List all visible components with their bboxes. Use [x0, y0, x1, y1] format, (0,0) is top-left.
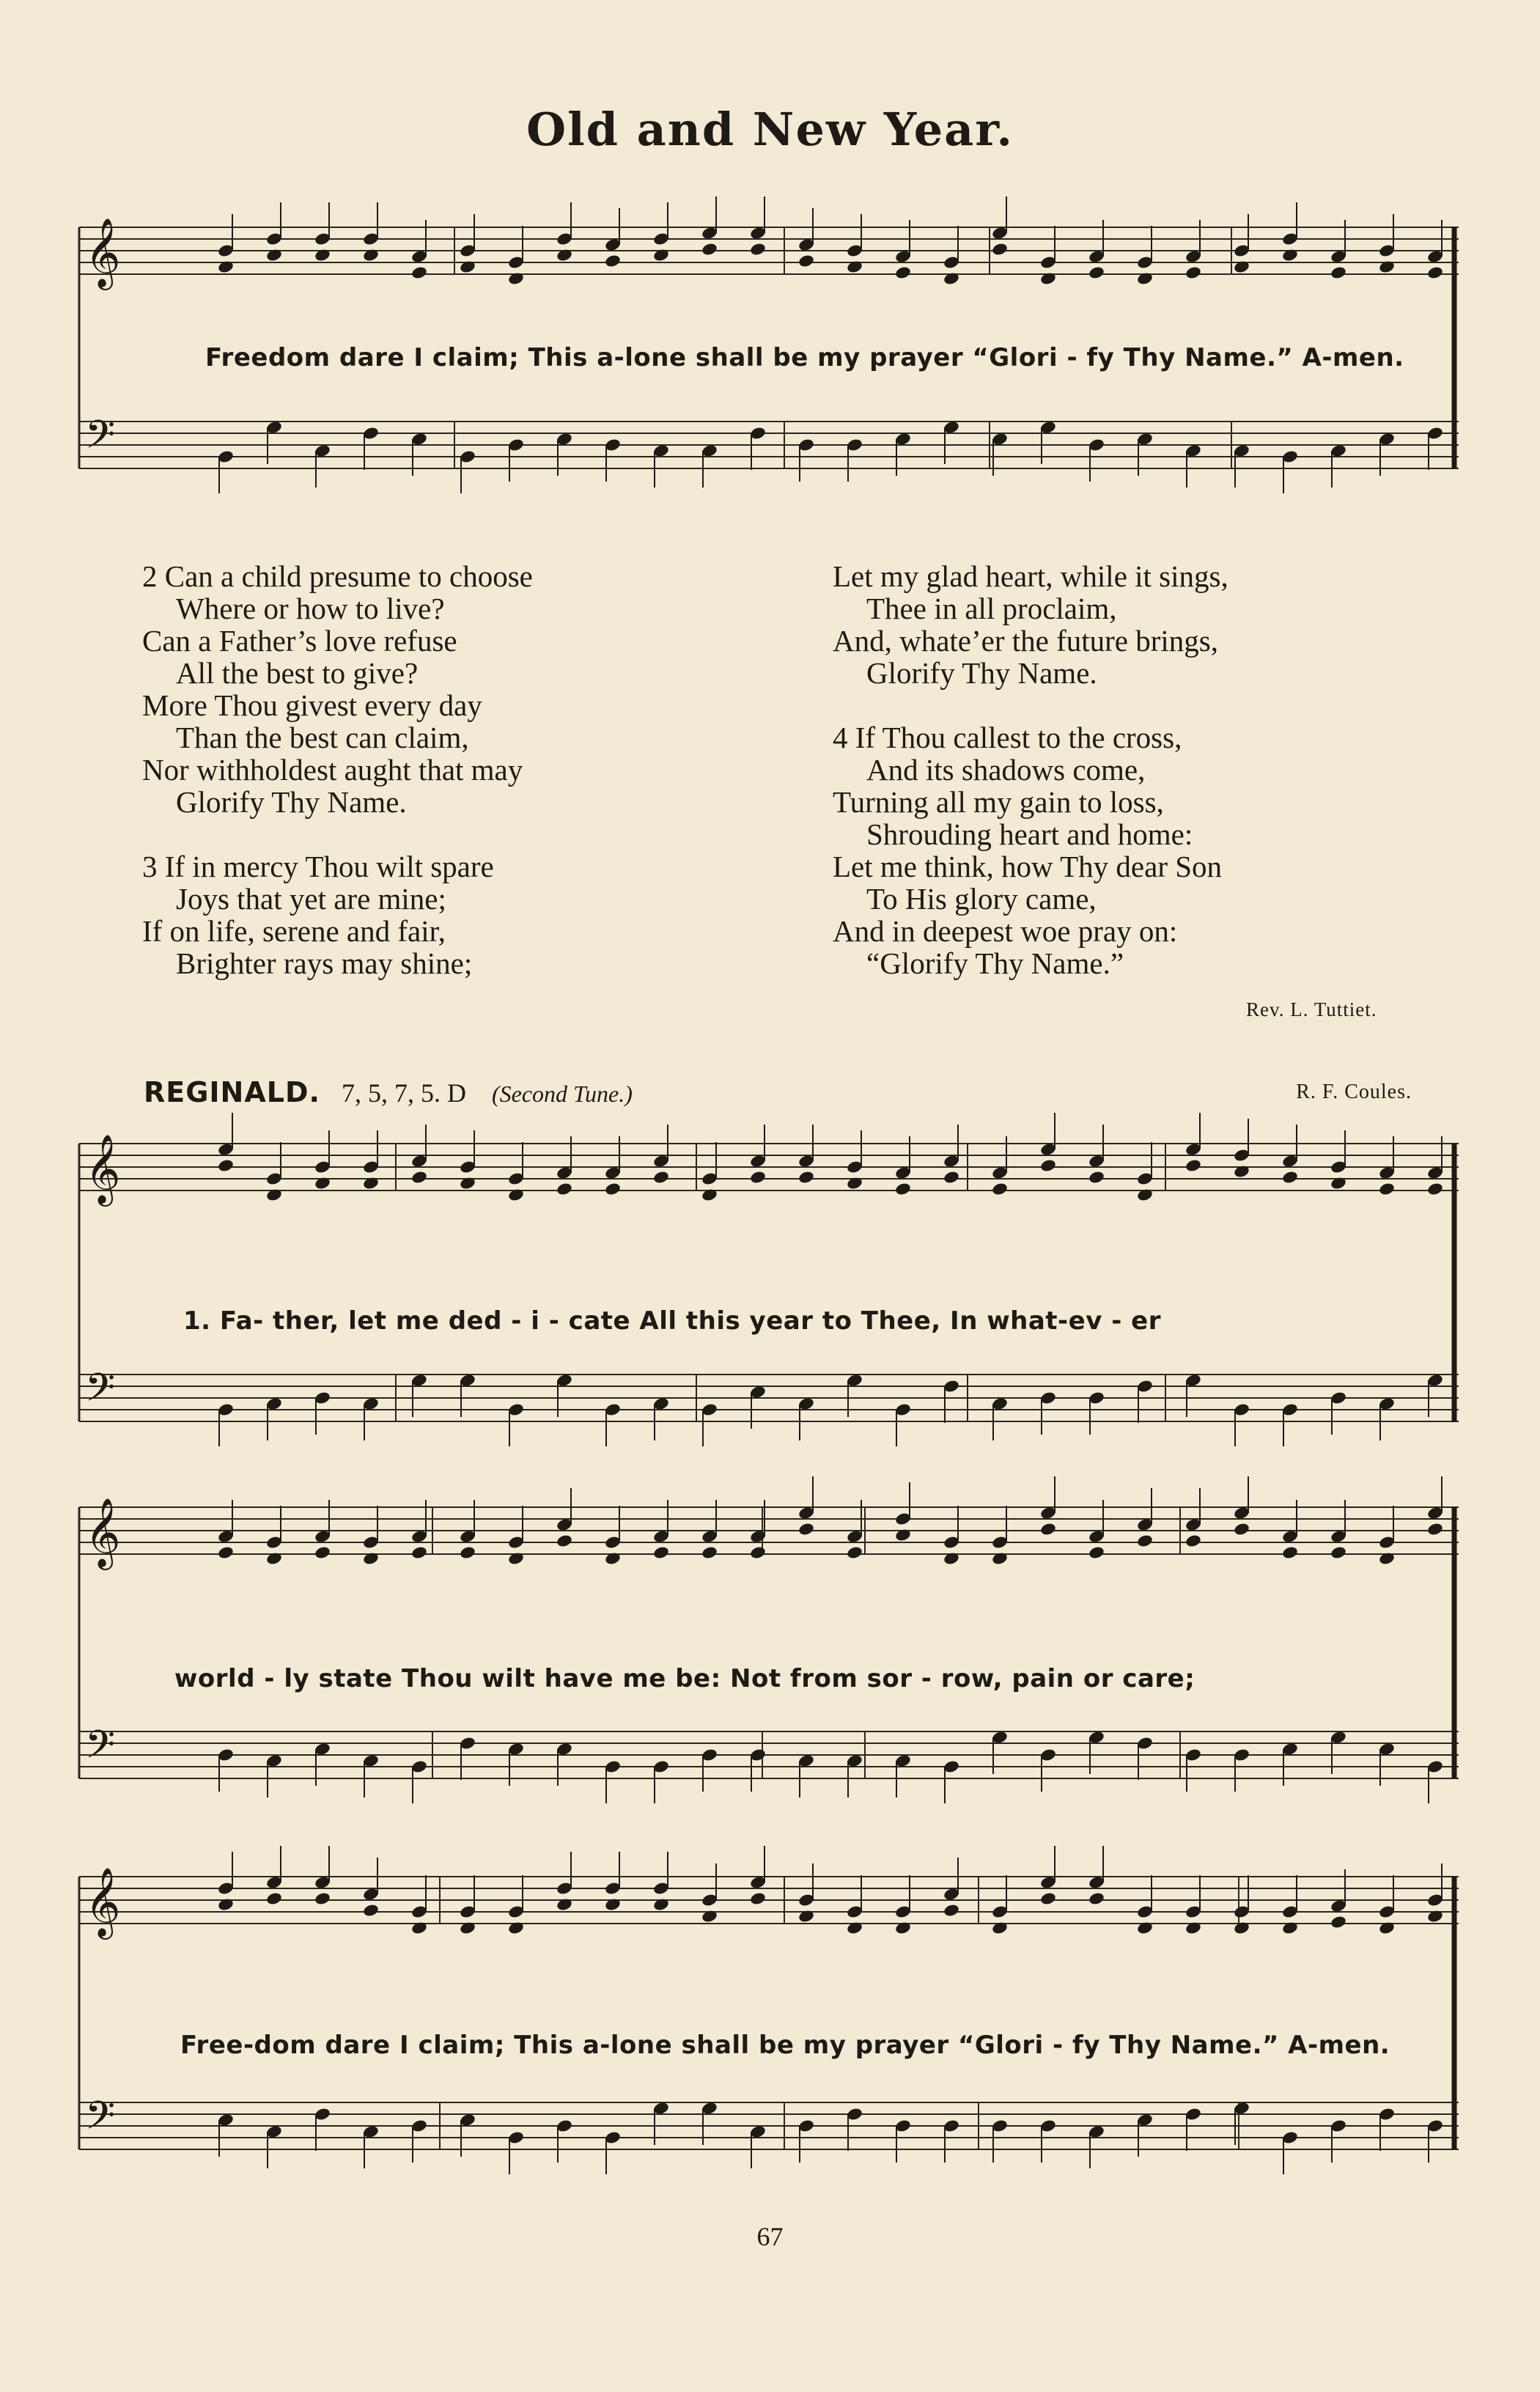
treble-clef-icon: 𝄞 — [85, 1498, 121, 1567]
verse-right-line: Let my glad heart, while it sings, — [833, 559, 1228, 593]
note-head — [1088, 1891, 1105, 1906]
tune-composer: R. F. Coules. — [1296, 1081, 1412, 1103]
note-head — [314, 1891, 331, 1906]
verse-right-line: And its shadows come, — [866, 753, 1146, 787]
stanza-gap — [142, 818, 533, 850]
lyric-line-2: 1. Fa- ther, let me ded - i - cate All this year to Thee, In what-ev - er — [183, 1306, 1161, 1336]
note-head — [1233, 1522, 1250, 1537]
note-head — [217, 1545, 235, 1560]
note-head — [1185, 265, 1202, 280]
verse-right-line: To His glory came, — [866, 882, 1097, 916]
note-head — [701, 242, 718, 257]
note-head — [797, 1522, 815, 1537]
note-head — [604, 254, 622, 268]
note-head — [749, 1170, 767, 1185]
note-head — [459, 1545, 476, 1560]
note-head — [1088, 1545, 1105, 1560]
note-head — [314, 1545, 331, 1560]
note-head — [1426, 1182, 1444, 1196]
note-head — [1426, 265, 1444, 280]
note-head — [797, 1170, 815, 1185]
tune-header — [144, 1076, 1412, 1113]
note-head — [991, 242, 1009, 257]
note-head — [1185, 1534, 1202, 1548]
note-head — [604, 1182, 622, 1196]
note-head — [991, 1182, 1009, 1196]
verse-left-line: 2 Can a child presume to choose — [142, 559, 533, 593]
note-head — [701, 1545, 718, 1560]
verse-right-line: Thee in all proclaim, — [866, 592, 1117, 625]
note-head — [894, 1182, 912, 1196]
note-head — [1039, 1891, 1057, 1906]
tune-meter: 7, 5, 7, 5. D — [341, 1078, 466, 1108]
note-head — [410, 1545, 428, 1560]
bass-clef-icon: 𝄢 — [85, 1723, 116, 1777]
verses-left-column — [142, 560, 533, 979]
note-head — [1281, 1170, 1299, 1185]
verse-right-line: And in deepest woe pray on: — [833, 914, 1178, 948]
verse-left-line: Joys that yet are mine; — [176, 882, 446, 916]
verse-right-line: Turning all my gain to loss, — [833, 785, 1164, 819]
lyric-line-1: Freedom dare I claim; This a-lone shall be my prayer “Glori - fy Thy Name.” A-men. — [205, 343, 1404, 372]
tune-note: (Second Tune.) — [491, 1081, 633, 1107]
note-head — [265, 1891, 283, 1906]
note-head — [1330, 265, 1347, 280]
verses-right-column — [833, 560, 1228, 979]
note-head — [652, 1545, 670, 1560]
note-head — [749, 1545, 767, 1560]
note-head — [362, 1903, 380, 1918]
verse-left-line: Brighter rays may shine; — [176, 946, 473, 980]
note-head — [943, 1903, 960, 1918]
note-head — [749, 1891, 767, 1906]
note-head — [749, 242, 767, 257]
verse-left-line: All the best to give? — [176, 656, 419, 690]
note-head — [652, 1170, 670, 1185]
lyric-line-3: world - ly state Thou wilt have me be: Not from sor - row, pain or care; — [174, 1664, 1195, 1693]
page-number: 67 — [756, 2222, 784, 2251]
verse-right-line: Shrouding heart and home: — [866, 817, 1193, 851]
note-head — [217, 1158, 235, 1173]
note-head — [1426, 1522, 1444, 1537]
verse-right-line: Let me think, how Thy dear Son — [833, 850, 1223, 883]
treble-clef-icon: 𝄞 — [85, 1134, 121, 1204]
note-head — [410, 1170, 428, 1185]
note-head — [1136, 1534, 1154, 1548]
hymn-author: Rev. L. Tuttiet. — [1246, 998, 1377, 1020]
hymn-title: Old and New Year. — [526, 103, 1014, 156]
note-head — [943, 1170, 960, 1185]
note-head — [894, 265, 912, 280]
note-head — [1330, 1915, 1347, 1929]
note-head — [410, 265, 428, 280]
note-head — [1281, 1545, 1299, 1560]
stanza-gap — [833, 689, 1228, 721]
tune-name: REGINALD. — [144, 1076, 320, 1108]
note-head — [556, 1534, 573, 1548]
bass-clef-icon: 𝄢 — [85, 413, 116, 467]
verse-left-line: If on life, serene and fair, — [142, 914, 446, 948]
note-head — [1088, 265, 1105, 280]
verse-left-line: Than the best can claim, — [176, 721, 469, 754]
treble-clef-icon: 𝄞 — [85, 218, 121, 287]
verse-left-line: More Thou givest every day — [142, 688, 482, 722]
verse-left-line: 3 If in mercy Thou wilt spare — [142, 850, 494, 883]
lyric-line-4: Free-dom dare I claim; This a-lone shall be my prayer “Glori - fy Thy Name.” A-men. — [180, 2031, 1390, 2060]
treble-clef-icon: 𝄞 — [85, 1867, 121, 1937]
verse-right-line: Glorify Thy Name. — [866, 656, 1097, 690]
verse-left-line: Where or how to live? — [176, 592, 445, 625]
verse-right-line: And, whate’er the future brings, — [833, 624, 1218, 658]
note-head — [556, 1182, 573, 1196]
note-head — [1185, 1158, 1202, 1173]
bass-clef-icon: 𝄢 — [85, 2094, 116, 2148]
verse-left-line: Nor withholdest aught that may — [142, 753, 523, 787]
verse-left-line: Glorify Thy Name. — [176, 785, 407, 819]
verse-right-line: “Glorify Thy Name.” — [866, 946, 1124, 980]
note-head — [1378, 1182, 1396, 1196]
note-head — [1330, 1545, 1347, 1560]
note-head — [846, 1545, 863, 1560]
note-head — [1088, 1170, 1105, 1185]
note-head — [1039, 1522, 1057, 1537]
note-head — [797, 254, 815, 268]
verse-left-line: Can a Father’s love refuse — [142, 624, 457, 658]
note-head — [1039, 1158, 1057, 1173]
verse-right-line: 4 If Thou callest to the cross, — [833, 721, 1182, 754]
bass-clef-icon: 𝄢 — [85, 1366, 116, 1420]
